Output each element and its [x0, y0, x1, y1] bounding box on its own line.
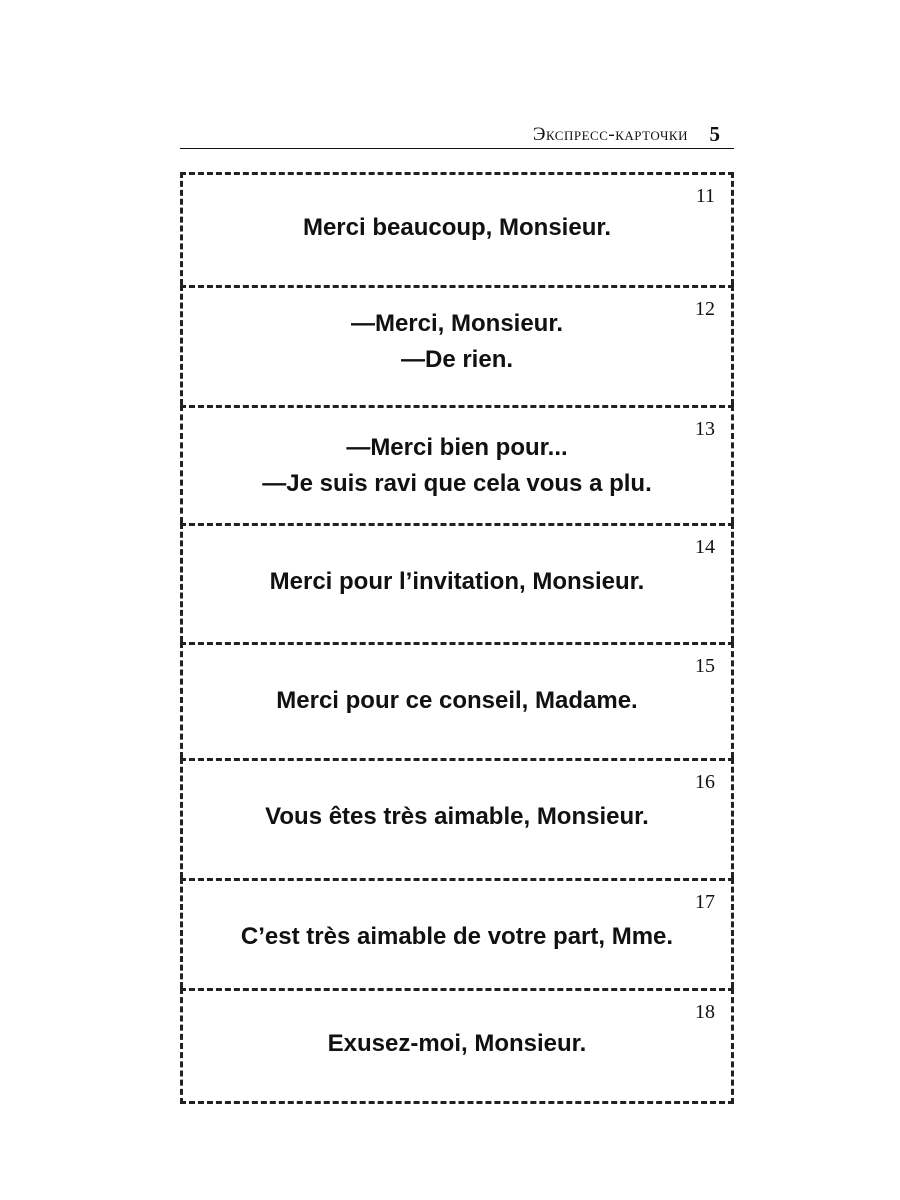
flashcard: [180, 172, 734, 285]
card-number: 16: [695, 771, 715, 793]
flashcard: [180, 405, 734, 523]
card-number: 11: [695, 185, 715, 207]
running-head: [180, 122, 734, 149]
card-number: 17: [695, 891, 715, 913]
flashcard-sheet: [180, 172, 734, 1104]
card-line: C’est très aimable de votre part, Mme.: [240, 923, 674, 950]
flashcard: [180, 642, 734, 758]
card-line: Merci pour l’invitation, Monsieur.: [269, 568, 645, 595]
card-line: Merci pour ce conseil, Madame.: [276, 687, 638, 714]
flashcard: [180, 878, 734, 988]
card-number: 13: [695, 418, 715, 440]
card-line: —Merci, Monsieur.: [350, 310, 564, 337]
flashcard: [180, 758, 734, 878]
card-line: Exusez-moi, Monsieur.: [327, 1030, 587, 1057]
card-number: 15: [695, 655, 715, 677]
page-number: 5: [709, 122, 720, 146]
flashcard: [180, 285, 734, 405]
card-line: —Merci bien pour...: [346, 434, 568, 461]
card-line: Merci beaucoup, Monsieur.: [302, 214, 612, 241]
running-head-title: Экспресс-карточки: [532, 124, 688, 145]
card-number: 18: [695, 1001, 715, 1023]
card-line: Vous êtes très aimable, Monsieur.: [265, 803, 649, 830]
flashcard: [180, 988, 734, 1104]
flashcard: [180, 523, 734, 642]
card-number: 14: [695, 536, 715, 558]
card-line: —Je suis ravi que cela vous a plu.: [262, 470, 652, 497]
card-number: 12: [695, 298, 715, 320]
card-line: —De rien.: [400, 346, 514, 373]
